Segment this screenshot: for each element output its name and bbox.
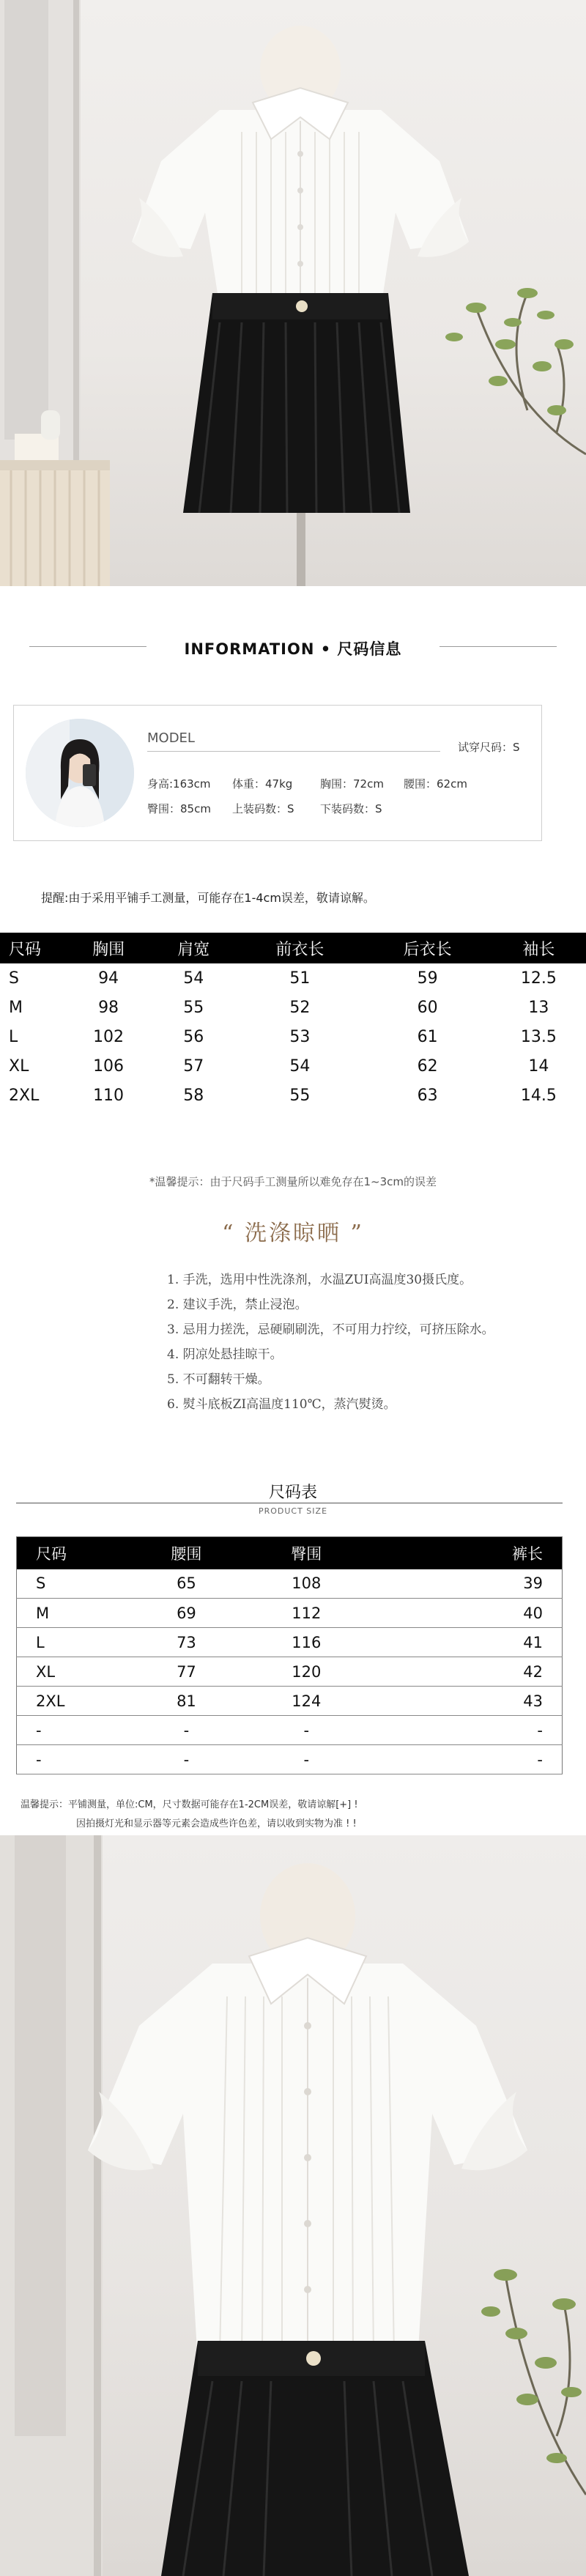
bottom-tip-measure: 温馨提示：平铺测量，单位:CM，尺寸数据可能存在1-2CM误差，敬请谅解[+] ! [21, 1799, 358, 1810]
table-cell: L [9, 1027, 18, 1046]
model-chest: 胸围：72cm [320, 777, 384, 791]
list-item: 5. 不可翻转干燥。 [167, 1372, 270, 1387]
table-cell: XL [9, 1056, 29, 1076]
model-hip: 臀围：85cm [147, 802, 211, 815]
table-row [0, 993, 586, 1022]
table-cell: XL [17, 1657, 127, 1687]
wash-care-title: “ 洗涤晾晒 ” [222, 1221, 364, 1246]
model-top-size: 上装码数：S [232, 802, 294, 815]
table-cell: 69 [127, 1599, 247, 1628]
size-chart-subtitle: PRODUCT SIZE [258, 1506, 328, 1516]
table-header-cell: 前衣长 [236, 933, 363, 963]
model-avatar-image [26, 719, 134, 827]
table-cell: - [127, 1745, 247, 1774]
table-header-cell: 臀围 [246, 1537, 366, 1569]
table-cell: 2XL [17, 1687, 127, 1716]
table-cell: 116 [246, 1628, 366, 1657]
list-item: 4. 阴凉处悬挂晾干。 [167, 1347, 283, 1362]
model-height: 身高:163cm [147, 777, 211, 791]
table-cell: 73 [127, 1628, 247, 1657]
table-cell: 43 [366, 1687, 562, 1716]
table-cell: 108 [246, 1569, 366, 1599]
table-header-cell: 后衣长 [363, 933, 491, 963]
table-row [0, 963, 586, 993]
table-row [0, 1051, 586, 1081]
table-cell: 77 [127, 1657, 247, 1687]
table-cell: - [17, 1745, 127, 1774]
product-photo-top [0, 0, 586, 586]
table-row [17, 1599, 563, 1628]
table-cell: 56 [183, 1027, 204, 1046]
table-cell: M [17, 1599, 127, 1628]
table-row [0, 1022, 586, 1051]
table-cell: - [246, 1716, 366, 1745]
table-cell: - [246, 1745, 366, 1774]
table-cell: 112 [246, 1599, 366, 1628]
table-cell: 13 [528, 998, 549, 1017]
top-size-table [0, 933, 586, 1110]
bottom-size-table [16, 1536, 563, 1774]
table-cell: - [366, 1716, 562, 1745]
table-header-row [17, 1537, 563, 1569]
table-cell: 42 [366, 1657, 562, 1687]
table-cell: S [17, 1569, 127, 1599]
model-waist: 腰围：62cm [404, 777, 467, 791]
table-header-row [0, 933, 586, 963]
model-avatar [26, 719, 134, 827]
table-header-cell: 腰围 [127, 1537, 247, 1569]
bottom-tip-color: 因拍摄灯光和显示器等元素会造成些许色差，请以收到实物为准 ! ! [76, 1818, 357, 1829]
table-cell: 60 [417, 998, 438, 1017]
table-cell: 41 [366, 1628, 562, 1657]
size-chart-title: 尺码表 [268, 1484, 317, 1502]
table-cell: 14 [528, 1056, 549, 1076]
table-header-cell: 袖长 [492, 933, 586, 963]
table-cell: 39 [366, 1569, 562, 1599]
model-rule [147, 751, 440, 752]
table-cell: 59 [417, 969, 438, 988]
table-cell: 124 [246, 1687, 366, 1716]
list-item: 6. 熨斗底板ZI高温度110℃，蒸汽熨烫。 [167, 1397, 396, 1412]
table-cell: - [366, 1745, 562, 1774]
table-cell: 94 [98, 969, 119, 988]
table-cell: 110 [93, 1086, 125, 1105]
table-row [17, 1745, 563, 1774]
table-cell: 55 [183, 998, 204, 1017]
table-cell: 81 [127, 1687, 247, 1716]
table-row [17, 1716, 563, 1745]
table-header-cell: 裤长 [366, 1537, 562, 1569]
table-cell: 61 [417, 1027, 438, 1046]
table-cell: - [127, 1716, 247, 1745]
table-cell: 13.5 [520, 1027, 557, 1046]
table-row [0, 1081, 586, 1110]
table-cell: 62 [417, 1056, 438, 1076]
table-cell: 120 [246, 1657, 366, 1687]
table-cell: 14.5 [520, 1086, 557, 1105]
model-weight: 体重：47kg [232, 777, 293, 791]
product-photo-top-illustration [0, 0, 586, 586]
product-photo-bottom-illustration [0, 1835, 586, 2576]
table-cell: 65 [127, 1569, 247, 1599]
table-row [17, 1569, 563, 1599]
table-cell: 63 [417, 1086, 438, 1105]
table-header-cell: 尺码 [0, 933, 66, 963]
table-header-cell: 尺码 [17, 1537, 127, 1569]
table-header-cell: 肩宽 [151, 933, 236, 963]
table-cell: L [17, 1628, 127, 1657]
table-cell: 51 [289, 969, 311, 988]
table-cell: 40 [366, 1599, 562, 1628]
product-photo-bottom [0, 1835, 586, 2576]
table-row [17, 1657, 563, 1687]
table-cell: 57 [183, 1056, 204, 1076]
table-cell: 58 [183, 1086, 204, 1105]
table-cell: 106 [93, 1056, 125, 1076]
table-cell: 53 [289, 1027, 311, 1046]
model-label: MODEL [147, 730, 195, 746]
header-rule-right [440, 646, 557, 647]
table-cell: 55 [289, 1086, 311, 1105]
table-row [17, 1687, 563, 1716]
list-item: 2. 建议手洗，禁止浸泡。 [167, 1298, 308, 1312]
list-item: 3. 忌用力搓洗，忌硬刷刷洗，不可用力拧绞，可挤压除水。 [167, 1322, 494, 1337]
list-item: 1. 手洗，选用中性洗涤剂，水温ZUI高温度30摄氏度。 [167, 1273, 472, 1287]
table-cell: 54 [183, 969, 204, 988]
table-cell: S [9, 969, 19, 988]
table-cell: 52 [289, 998, 311, 1017]
table-cell: 12.5 [520, 969, 557, 988]
table-header-cell: 胸围 [66, 933, 151, 963]
model-card [13, 705, 542, 841]
wash-care-list [167, 1267, 494, 1417]
measurement-tip: *温馨提示：由于尺码手工测量所以难免存在1~3cm的误差 [149, 1175, 437, 1188]
information-header [0, 629, 586, 665]
table-cell: 2XL [9, 1086, 40, 1105]
measure-note: 提醒:由于采用平铺手工测量，可能存在1-4cm误差，敬请谅解。 [41, 891, 375, 905]
table-cell: - [17, 1716, 127, 1745]
information-title: INFORMATION • 尺码信息 [184, 640, 402, 658]
model-tried-size: 试穿尺码：S [458, 741, 520, 754]
table-cell: 54 [289, 1056, 311, 1076]
table-cell: 98 [98, 998, 119, 1017]
model-bottom-size: 下装码数：S [320, 802, 382, 815]
table-cell: M [9, 998, 23, 1017]
table-row [17, 1628, 563, 1657]
table-cell: 102 [93, 1027, 125, 1046]
